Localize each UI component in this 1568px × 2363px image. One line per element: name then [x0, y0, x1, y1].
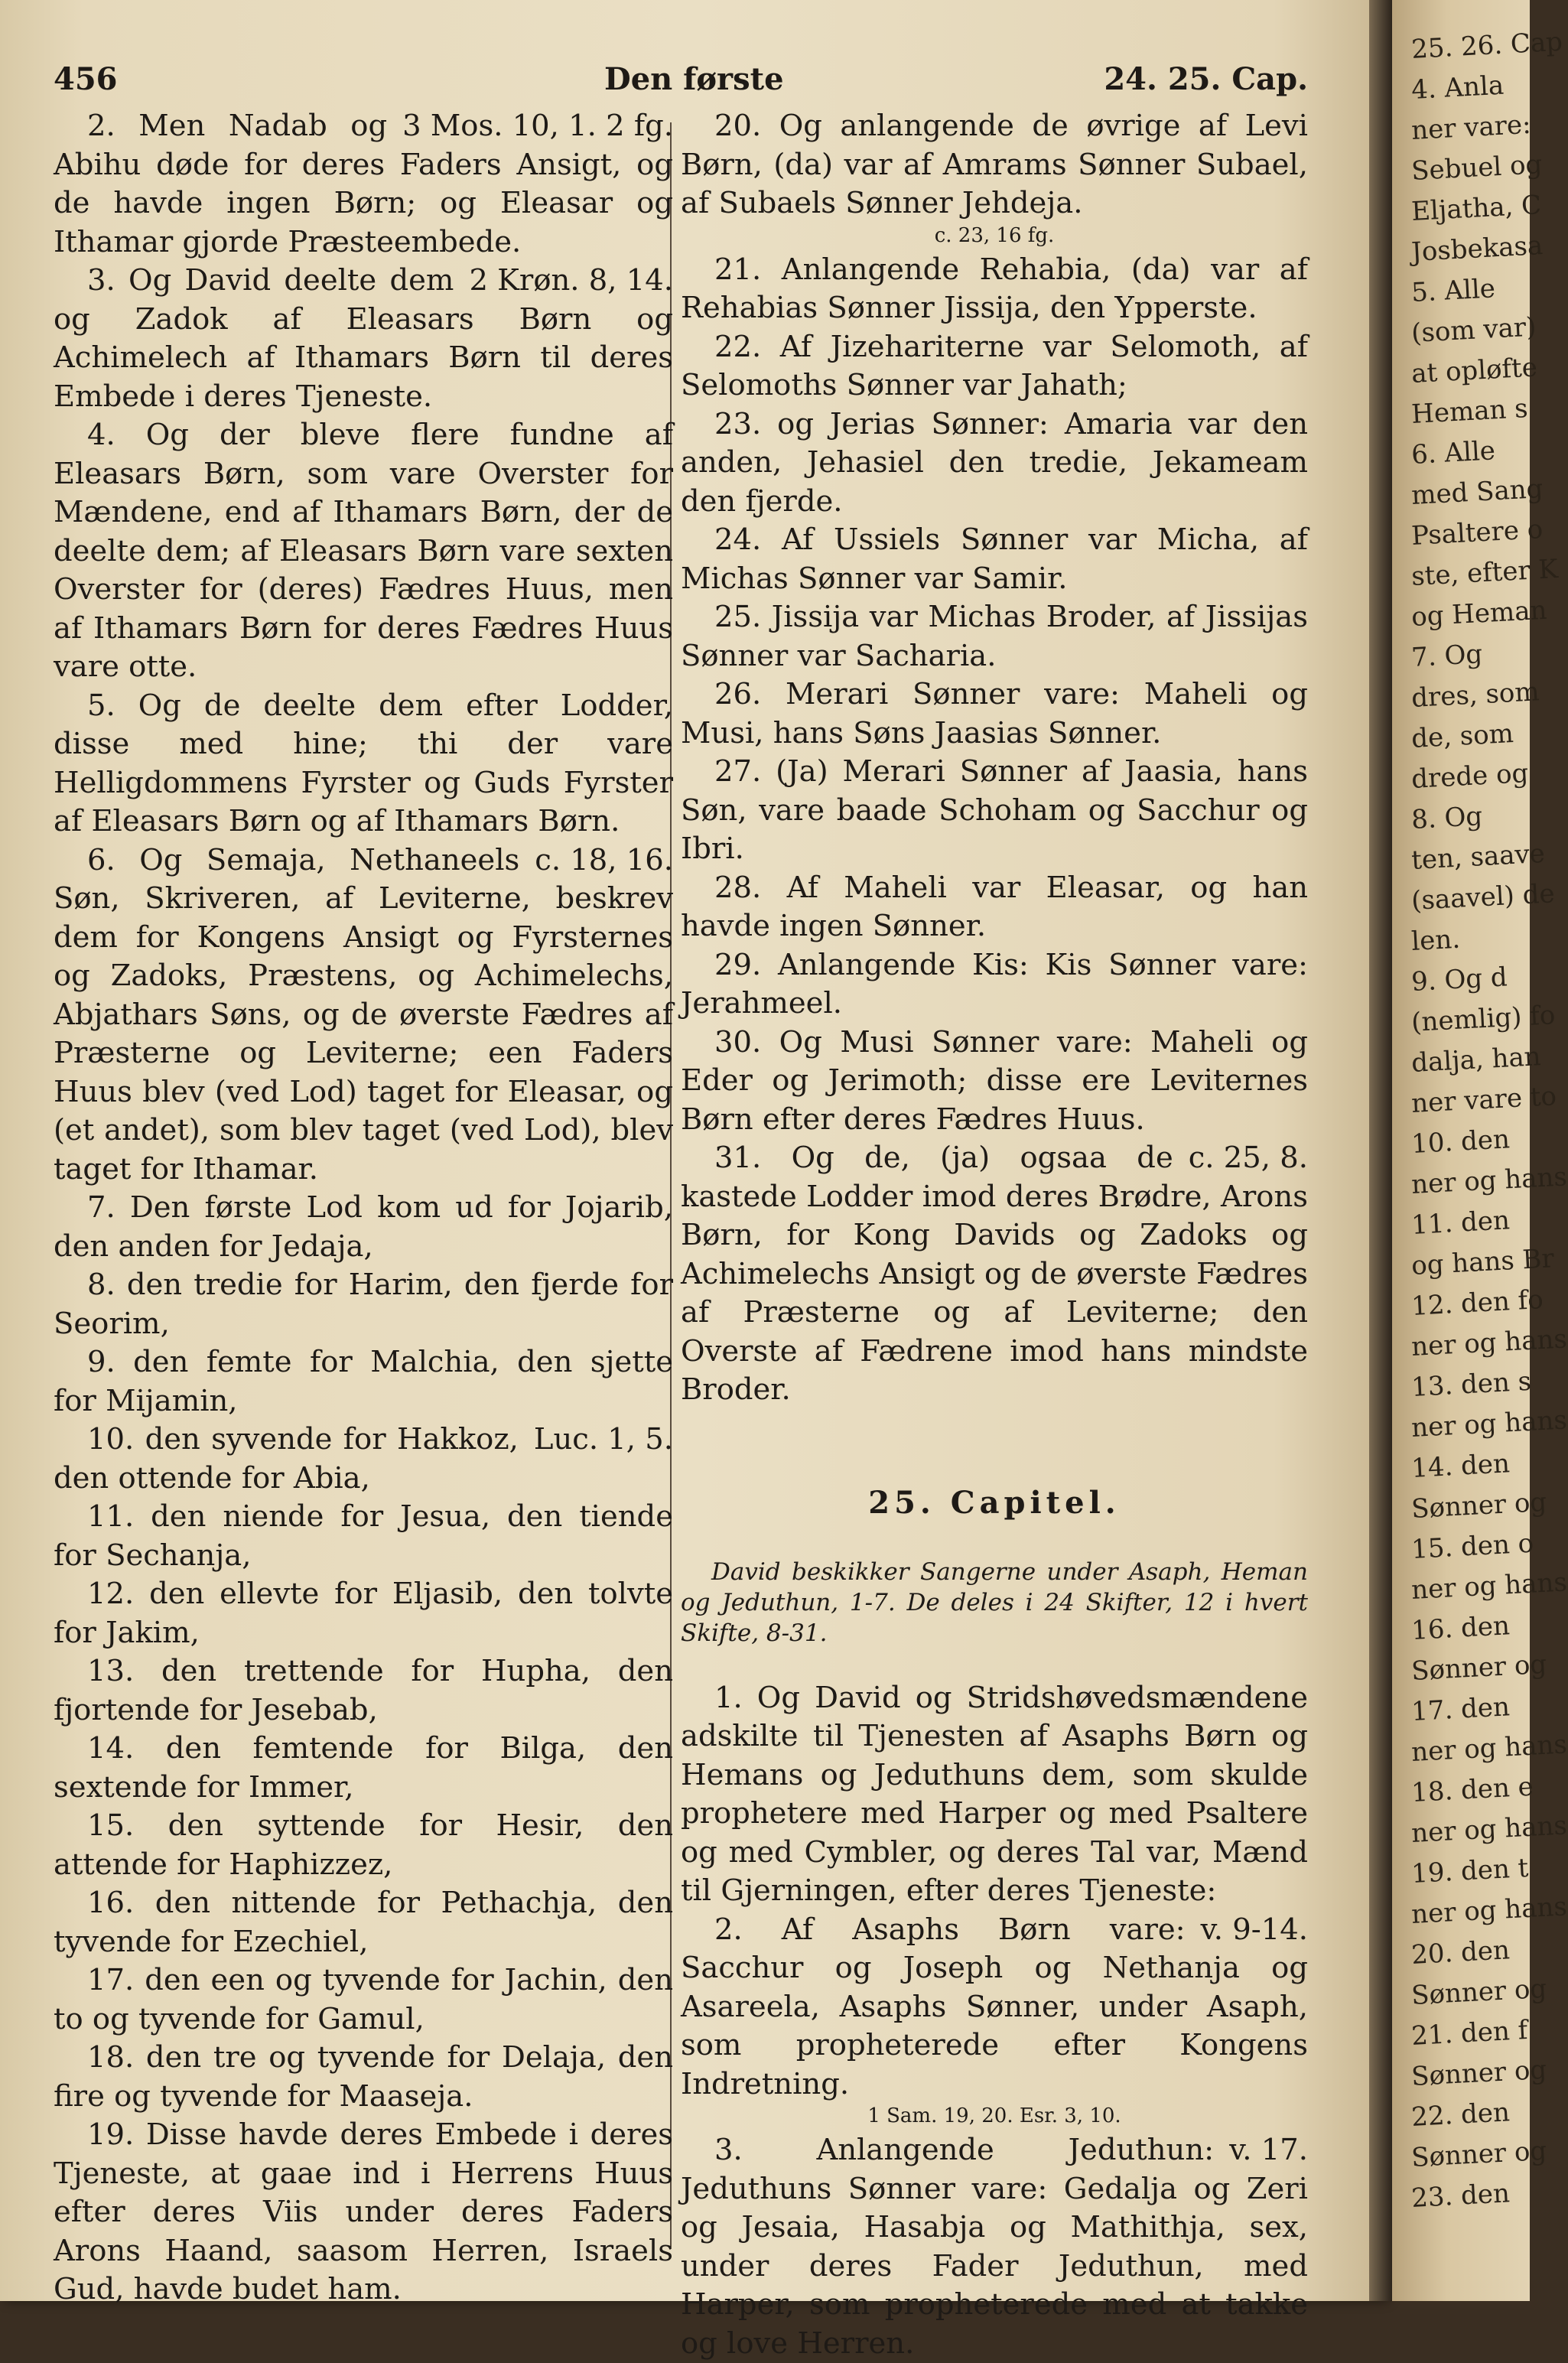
- facing-page-text-fragment: 12. den fo: [1410, 1284, 1544, 1322]
- facing-page-text-fragment: Sebuel og: [1410, 149, 1544, 187]
- verse-text: 12. den ellevte for Eljasib, den tolvte for Jakim,: [54, 1577, 673, 1650]
- facing-page-text-fragment: 11. den: [1410, 1205, 1511, 1241]
- facing-page-text-fragment: ner og hans: [1410, 1161, 1568, 1200]
- cross-reference: 1 Sam. 19, 20. Esr. 3, 10.: [867, 2104, 1121, 2127]
- verse: [681, 1679, 1308, 1911]
- verse: [681, 753, 1308, 869]
- verse-text: 24. Af Ussiels Sønner var Micha, af Michas Sønner var Samir.: [681, 522, 1308, 596]
- facing-page-text-fragment: ner vare to: [1410, 1081, 1557, 1119]
- verse-text: 14. den femtende for Bilga, den sextende for Immer,: [54, 1731, 673, 1805]
- running-title: Den første: [604, 61, 784, 97]
- verse-text: 2. Men Nadab og Abihu døde for deres Faders Ansigt, og de havde ingen Børn; og Eleasar og Ithamar gjorde Præsteembede.: [54, 109, 673, 259]
- facing-page-text-fragment: 21. den f: [1410, 2015, 1529, 2052]
- verse: [681, 521, 1308, 598]
- verse: [54, 1730, 673, 1807]
- facing-page-text-fragment: ner vare:: [1410, 109, 1532, 146]
- verse-text: 26. Merari Sønner vare: Maheli og Musi, hans Søns Jaasias Sønner.: [681, 677, 1308, 750]
- facing-page-text-fragment: dalja, han: [1410, 1041, 1542, 1079]
- verse: [681, 405, 1308, 522]
- facing-page-text-fragment: ten, saave: [1410, 838, 1546, 876]
- facing-page-text-fragment: Heman s: [1410, 393, 1529, 430]
- facing-page-text-fragment: 20. den: [1410, 1935, 1511, 1971]
- verse: [54, 1652, 673, 1730]
- facing-page-text-fragment: 4. Anla: [1410, 70, 1505, 106]
- verse-text: 8. den tredie for Harim, den fjerde for Seorim,: [54, 1268, 673, 1341]
- facing-page-text-fragment: (som var): [1410, 311, 1537, 349]
- verse: [681, 675, 1308, 753]
- verse: [681, 946, 1308, 1024]
- facing-page-text-fragment: 7. Og: [1410, 639, 1484, 673]
- verse-text: 4. Og der bleve flere fundne af Eleasars Børn, som vare Overster for Mændene, end af Ithamars Børn, der de deelte dem; af Eleasars Børn vare sexten Overster for (deres) Fædres Huus, men af Ithamars Børn for deres Fædres Huus vare otte.: [54, 418, 673, 684]
- facing-page-edge: [1392, 0, 1568, 2301]
- facing-page-text-fragment: ner og hans: [1410, 1891, 1568, 1930]
- facing-page-text-fragment: ner og hans: [1410, 1567, 1568, 1606]
- facing-page-text-fragment: 10. den: [1410, 1124, 1511, 1160]
- verse: [54, 1343, 673, 1421]
- verse: [54, 1266, 673, 1343]
- facing-page-text-fragment: og Heman: [1410, 594, 1548, 633]
- verse: [54, 1807, 673, 1884]
- cross-reference: c. 23, 16 fg.: [934, 223, 1055, 247]
- verse-text: 15. den syttende for Hesir, den attende for Haphizzez,: [54, 1808, 673, 1882]
- verse-text: 16. den nittende for Pethachja, den tyvende for Ezechiel,: [54, 1886, 673, 1959]
- facing-page-text-fragment: 22. den: [1410, 2097, 1511, 2133]
- facing-page-text-fragment: Sønner og: [1410, 2135, 1548, 2173]
- facing-page-text-fragment: dres, som: [1410, 676, 1540, 714]
- verse: [681, 598, 1308, 675]
- verse-text: 25. Jissija var Michas Broder, af Jissijas Sønner var Sacharia.: [681, 600, 1308, 673]
- facing-page-text-fragment: ste, efter K: [1410, 553, 1559, 592]
- facing-page-text-fragment: (nemlig) fo: [1410, 1000, 1557, 1038]
- verses-chapter-24-b: [681, 251, 1308, 1410]
- verse: [54, 262, 673, 416]
- verse: [54, 1421, 673, 1498]
- facing-page-text-fragment: drede og: [1410, 757, 1530, 795]
- facing-page-text-fragment: Josbekasa: [1410, 229, 1544, 268]
- verse-reference: 2 Krøn. 8, 14.: [469, 263, 673, 298]
- verse: [54, 841, 673, 1190]
- book-gutter: [1369, 0, 1392, 2301]
- verse: [54, 416, 673, 687]
- verse-text: 22. Af Jizehariterne var Selomoth, af Selomoths Sønner var Jahath;: [681, 329, 1308, 402]
- verse-text: 21. Anlangende Rehabia, (da) var af Rehabias Sønner Jissija, den Ypperste.: [681, 252, 1308, 325]
- facing-page-text-fragment: Psaltere o: [1410, 513, 1544, 552]
- verse: [54, 687, 673, 841]
- verse: [54, 107, 673, 262]
- chapter-heading: 25. Capitel.: [868, 1484, 1121, 1521]
- verse: [54, 1575, 673, 1652]
- verse-text: 5. Og de deelte dem efter Lodder, disse med hine; thi der vare Helligdommens Fyrster og Guds Fyrster af Eleasars Børn og af Ithamars Børn.: [54, 688, 673, 838]
- facing-page-text-fragment: ner og hans: [1410, 1810, 1568, 1849]
- verse-text: 11. den niende for Jesua, den tiende for Sechanja,: [54, 1499, 673, 1573]
- facing-page-text-fragment: Sønner og: [1410, 1486, 1548, 1525]
- verse: [54, 2039, 673, 2116]
- facing-page-text-fragment: 6. Alle: [1410, 435, 1496, 470]
- verse: [681, 869, 1308, 946]
- verse-text: 13. den trettende for Hupha, den fjortende for Jesebab,: [54, 1654, 673, 1727]
- verse: [54, 1498, 673, 1575]
- verse-text: 20. Og anlangende de øvrige af Levi Børn, (da) var af Amrams Sønner Subael, af Subaels Sønner Jehdeja.: [681, 109, 1308, 220]
- verse-reference: c. 25, 8.: [1188, 1141, 1308, 1175]
- verse: [681, 2131, 1308, 2363]
- verse-text: 1. Og David og Stridshøvedsmændene adskilte til Tjenesten af Asaphs Børn og Hemans og Jeduthuns dem, som skulde prophetere med Harper og med Psaltere og med Cymbler, og deres Tal var, Mænd til Gjerningen, efter deres Tjeneste:: [681, 1680, 1308, 1908]
- facing-page-text-fragment: og hans Br: [1410, 1243, 1555, 1281]
- facing-page-text-fragment: 13. den s: [1410, 1365, 1533, 1403]
- verse-text: 31. Og de, (ja) ogsaa de kastede Lodder imod deres Brødre, Arons Børn, for Kong Davids og Zadoks og Achimelechs Ansigt og de øverste Fædres af Præsterne og af Leviterne; den Overste af Fædrene imod hans mindste Broder.: [681, 1141, 1308, 1407]
- verse-text: 7. Den første Lod kom ud for Jojarib, den anden for Jedaja,: [54, 1190, 673, 1264]
- facing-page-text-fragment: de, som: [1410, 718, 1514, 754]
- verse-text: 2. Af Asaphs Børn vare: Sacchur og Joseph og Nethanja og Asareela, Asaphs Sønner, under Asaph, som propheterede efter Kongens Indretning.: [681, 1912, 1308, 2101]
- facing-page-text-fragment: 17. den: [1410, 1691, 1511, 1727]
- left-column: [54, 107, 673, 2309]
- verse-text: 30. Og Musi Sønner vare: Maheli og Eder og Jerimoth; disse ere Leviternes Børn efter deres Fædres Huus.: [681, 1024, 1308, 1137]
- verse: [54, 1189, 673, 1266]
- verse-text: 23. og Jerias Sønner: Amaria var den anden, Jehasiel den tredie, Jekameam den fjerde.: [681, 406, 1308, 519]
- verses-chapter-25: [681, 1679, 1308, 2104]
- facing-page-text-fragment: 15. den o: [1410, 1528, 1535, 1565]
- facing-page-text-fragment: ner og hans: [1410, 1404, 1568, 1444]
- verse-text: 19. Disse havde deres Embede i deres Tjeneste, at gaae ind i Herrens Huus efter deres Viis under deres Faders Arons Haand, saasom Herren, Israels Gud, havde budet ham.: [54, 2117, 673, 2306]
- verse-reference: v. 9-14.: [1200, 1912, 1308, 1947]
- verse: [54, 1961, 673, 2039]
- facing-page-text-fragment: 18. den e: [1410, 1771, 1534, 1808]
- verses-chapter-24-a: [681, 107, 1308, 223]
- verse-text: 28. Af Maheli var Eleasar, og han havde ingen Sønner.: [681, 870, 1308, 943]
- verse-reference: v. 17.: [1229, 2133, 1308, 2167]
- verse: [681, 328, 1308, 405]
- verse: [681, 251, 1308, 328]
- verse: [681, 1139, 1308, 1410]
- chapter-summary: David beskikker Sangerne under Asaph, Heman og Jeduthun, 1-7. De deles i 24 Skifter, 12 i hvert Skifte, 8-31.: [681, 1557, 1308, 1647]
- verse-reference: 3 Mos. 10, 1. 2 fg.: [402, 109, 673, 143]
- verse: [681, 1024, 1308, 1140]
- verse-reference: c. 18, 16.: [535, 842, 673, 877]
- verse-reference: Luc. 1, 5.: [533, 1422, 673, 1457]
- facing-page-text-fragment: 23. den: [1410, 2178, 1511, 2214]
- verse: [681, 107, 1308, 223]
- page-header: [54, 54, 1308, 99]
- facing-page-text-fragment: 9. Og d: [1410, 962, 1508, 998]
- verse-text: 3. Anlangende Jeduthun: Jeduthuns Sønner vare: Gedalja og Zeri og Jesaia, Hasabja og Mathithja, sex, under deres Fader Jeduthun, med Harper, som propheterede med at takke og love Herren.: [681, 2133, 1308, 2361]
- facing-page-text-fragment: 8. Og: [1410, 801, 1484, 835]
- verses-chapter-25-end: [681, 2131, 1308, 2363]
- facing-page-text-fragment: at opløfte: [1410, 352, 1538, 389]
- page-number: 456: [54, 61, 118, 97]
- facing-page-text-fragment: Sønner og: [1410, 1973, 1548, 2011]
- verse-text: 9. den femte for Malchia, den sjette for Mijamin,: [54, 1345, 673, 1418]
- verse-text: 6. Og Semaja, Nethaneels Søn, Skriveren, af Leviterne, beskrev dem for Kongens Ansigt og Fyrsternes og Zadoks, Præstens, og Achimelechs, Abjathars Søns, og de øverste Fædres af Præsterne og Leviterne; een Faders Huus blev (ved Lod) taget for Eleasar, og (et andet), som blev taget (ved Lod), blev taget for Ithamar.: [54, 842, 673, 1186]
- facing-page-text-fragment: Eljatha, C: [1410, 190, 1543, 227]
- verse: [681, 1911, 1308, 2104]
- verse-text: 10. den syvende for Hakkoz, den ottende for Abia,: [54, 1422, 519, 1496]
- verse: [54, 2116, 673, 2309]
- verse: [54, 1884, 673, 1961]
- right-column: [681, 107, 1308, 2363]
- facing-page-text-fragment: 19. den t: [1410, 1852, 1530, 1889]
- facing-page-text-fragment: 5. Alle: [1410, 273, 1496, 308]
- facing-page-text-fragment: Sønner og: [1410, 2054, 1548, 2092]
- facing-page-text-fragment: len.: [1410, 923, 1461, 957]
- verse-text: 27. (Ja) Merari Sønner af Jaasia, hans Søn, vare baade Schoham og Sacchur og Ibri.: [681, 754, 1308, 866]
- facing-page-text-fragment: 14. den: [1410, 1448, 1511, 1484]
- facing-page-text-fragment: Sønner og: [1410, 1649, 1548, 1687]
- facing-page-text-fragment: (saavel) de: [1410, 878, 1556, 916]
- facing-page-text-fragment: med Sang: [1410, 473, 1544, 511]
- verse-text: 17. den een og tyvende for Jachin, den to og tyvende for Gamul,: [54, 1963, 673, 2036]
- facing-page-text-fragment: ner og hans: [1410, 1729, 1568, 1768]
- verse-text: 29. Anlangende Kis: Kis Sønner vare: Jerahmeel.: [681, 947, 1308, 1020]
- facing-page-text-fragment: 25. 26. Cap: [1410, 26, 1563, 65]
- verse-text: 3. Og David deelte dem og Zadok af Eleasars Børn og Achimelech af Ithamars Børn til deres Embede i deres Tjeneste.: [54, 263, 673, 414]
- facing-page-text-fragment: ner og hans: [1410, 1323, 1568, 1362]
- verse-text: 18. den tre og tyvende for Delaja, den fire og tyvende for Maaseja.: [54, 2040, 673, 2114]
- facing-page-text-fragment: 16. den: [1410, 1610, 1511, 1646]
- chapter-reference: 24. 25. Cap.: [1104, 61, 1308, 97]
